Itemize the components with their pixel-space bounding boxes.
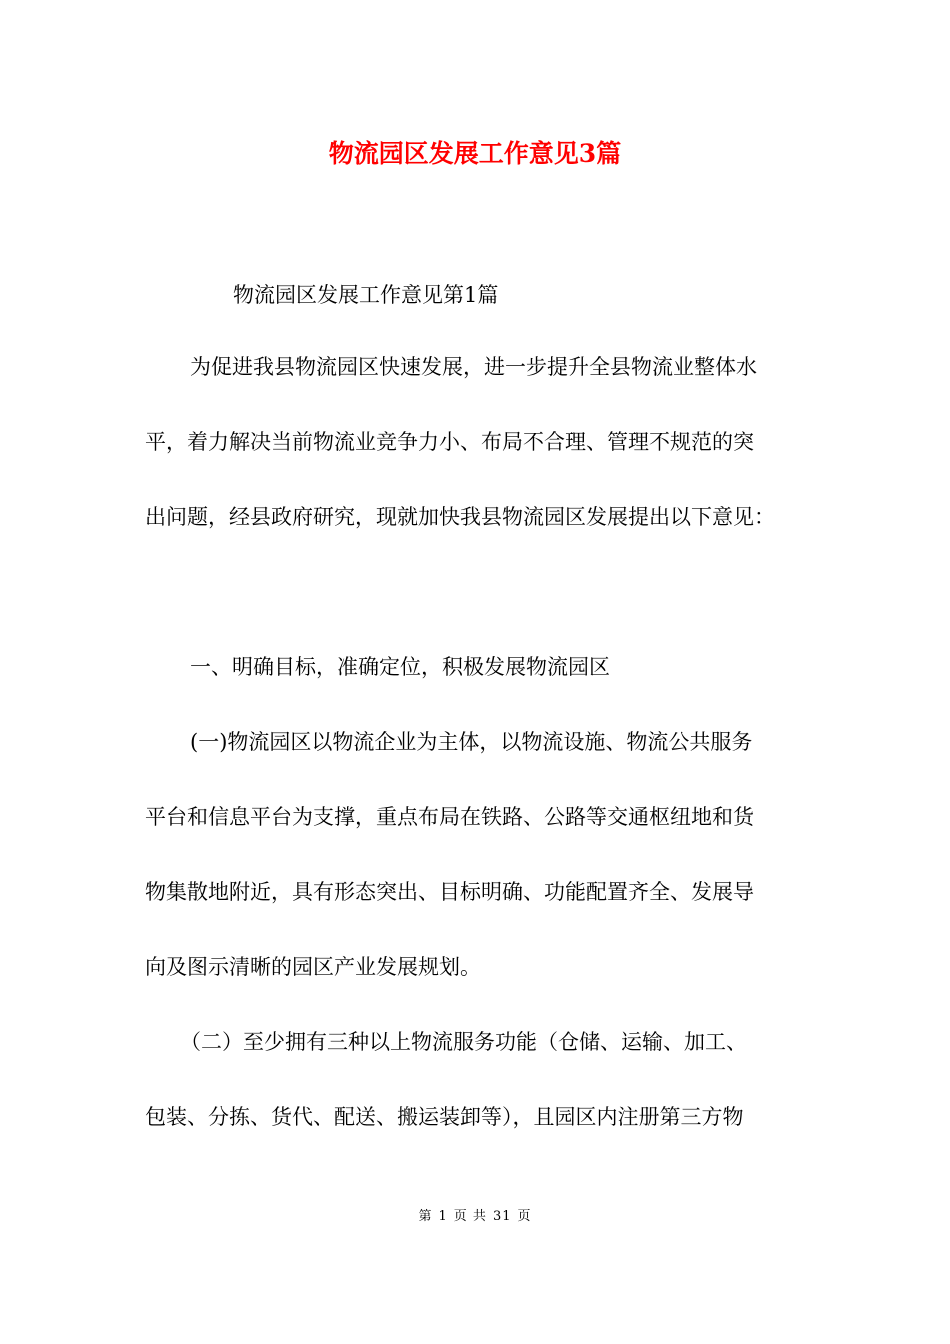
paragraph-line: 为促进我县物流园区快速发展，进一步提升全县物流业整体水 xyxy=(190,355,757,379)
paragraph-line: 向及图示清晰的园区产业发展规划。 xyxy=(145,955,481,979)
footer-current-page: 1 xyxy=(438,1209,448,1224)
paragraph-line: 出问题，经县政府研究，现就加快我县物流园区发展提出以下意见： xyxy=(145,505,775,529)
section-heading: 一、明确目标，准确定位，积极发展物流园区 xyxy=(190,655,610,679)
page-footer xyxy=(0,1207,950,1227)
document-title: 物流园区发展工作意见3篇 xyxy=(328,139,622,168)
footer-middle: 页 共 xyxy=(453,1209,487,1224)
paragraph-line: 平，着力解决当前物流业竞争力小、布局不合理、管理不规范的突 xyxy=(145,430,754,454)
paragraph-line: （二）至少拥有三种以上物流服务功能（仓储、运输、加工、 xyxy=(180,1030,747,1054)
paragraph-line: 包装、分拣、货代、配送、搬运装卸等），且园区内注册第三方物 xyxy=(145,1105,744,1129)
paragraph-line: 平台和信息平台为支撑，重点布局在铁路、公路等交通枢纽地和货 xyxy=(145,805,754,829)
section-subtitle: 物流园区发展工作意见第1篇 xyxy=(233,283,499,307)
paragraph-line: 物集散地附近，具有形态突出、目标明确、功能配置齐全、发展导 xyxy=(145,880,754,904)
footer-suffix: 页 xyxy=(517,1209,532,1224)
paragraph-line: (一)物流园区以物流企业为主体，以物流设施、物流公共服务 xyxy=(190,730,753,754)
footer-total-pages: 31 xyxy=(492,1209,512,1224)
footer-prefix: 第 xyxy=(418,1209,433,1224)
